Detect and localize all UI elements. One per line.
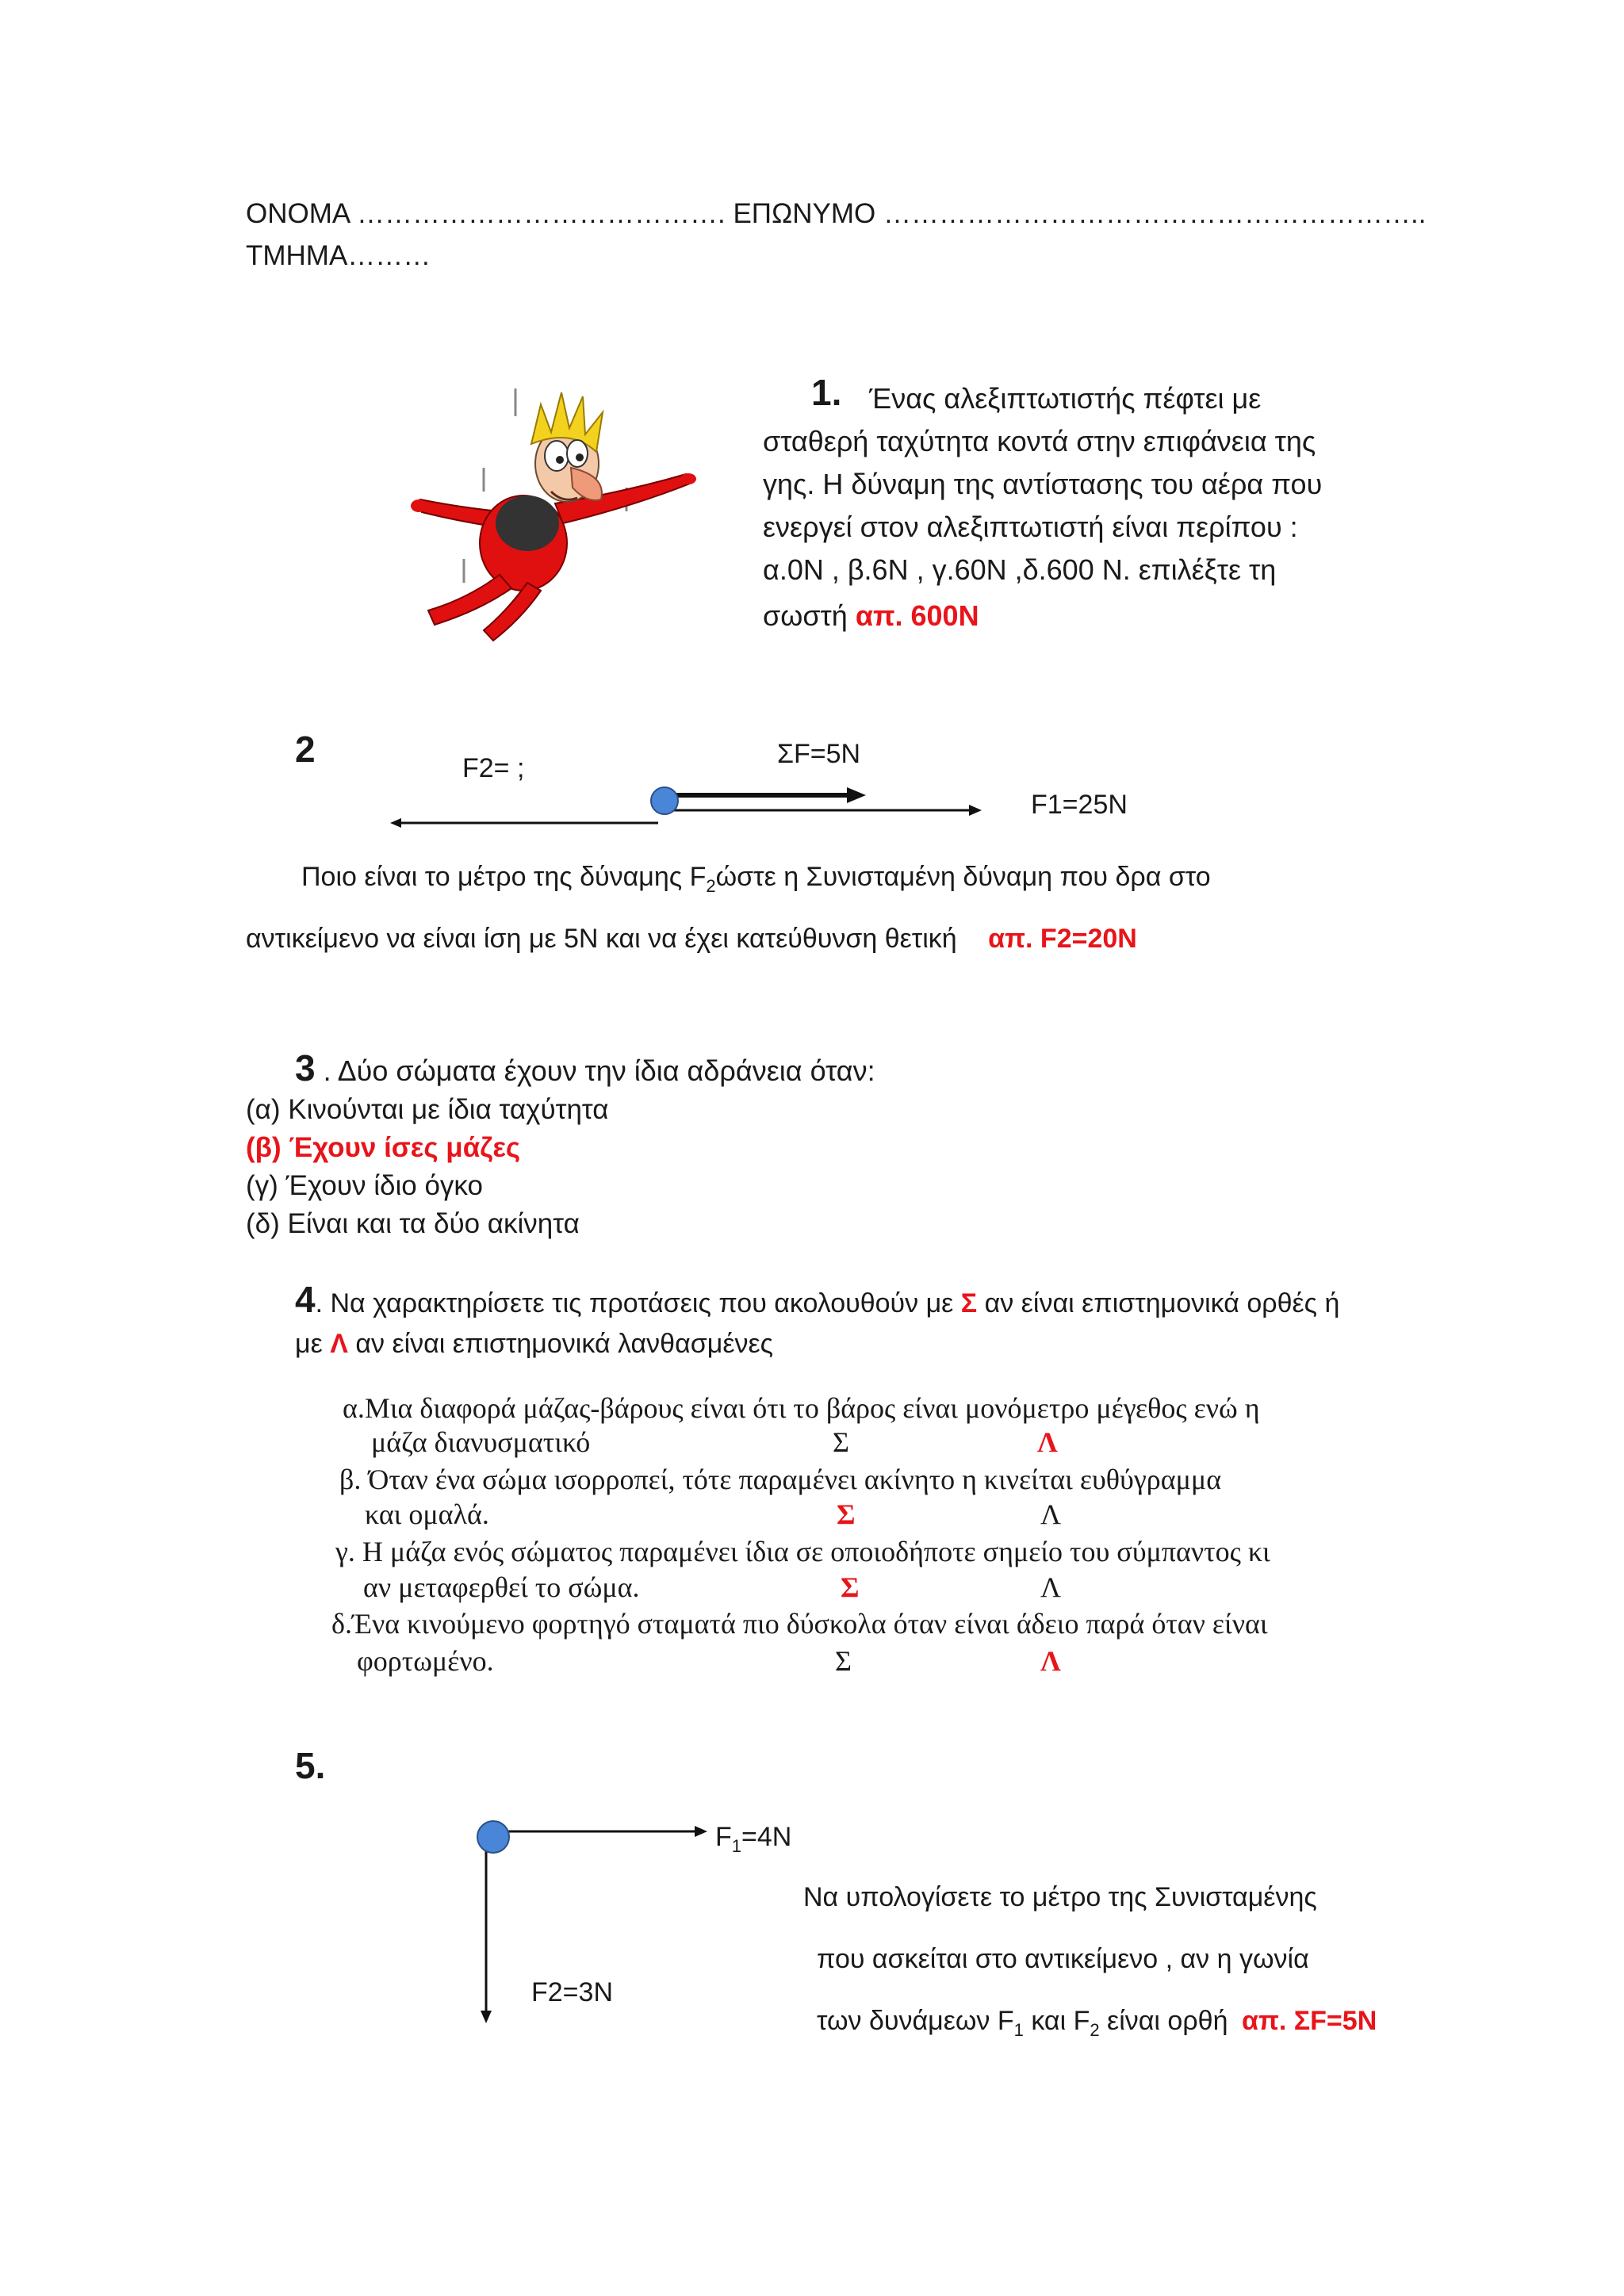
q1-correct-prefix: σωστή [763, 599, 848, 632]
q2-f2-label: F2= ; [462, 753, 525, 783]
q4-item-c-l: Λ [1040, 1571, 1062, 1603]
q4-item-b-line1: β. Όταν ένα σώμα ισορροπεί, τότε παραμένει ακίνητο η κινείται ευθύγραμμα [339, 1464, 1222, 1495]
q3-question-text: . Δύο σώματα έχουν την ίδια αδράνεια όταν: [315, 1054, 875, 1087]
q4-item-a-line1: α.Μια διαφορά μάζας-βάρους είναι ότι το βάρος είναι μονόμετρο μέγεθος ενώ η [343, 1392, 1260, 1424]
q1-answer: απ. 600Ν [855, 599, 979, 632]
q4-item-b-line2: και ομαλά. [365, 1498, 489, 1530]
q1-text-line3: γης. Η δύναμη της αντίστασης του αέρα που [763, 468, 1323, 500]
q5-line3-sub2: 2 [1090, 2019, 1100, 2040]
q2-answer: απ. F2=20N [988, 924, 1137, 954]
q5-line3-b: και F [1023, 2006, 1090, 2036]
q5-line3-sub1: 1 [1013, 2019, 1024, 2040]
q5-f1-label-sub: 1 [731, 1835, 742, 1856]
q5-text-line2: που ασκείται στο αντικείμενο , αν η γωνία [817, 1944, 1309, 1974]
q3-number: 3 [295, 1047, 316, 1089]
q4-true-mark: Σ [960, 1288, 978, 1318]
q4-intro-d: αν είναι επιστημονικά λανθασμένες [347, 1329, 774, 1359]
q4-false-mark: Λ [330, 1329, 348, 1359]
q4-item-a-l-answer: Λ [1037, 1426, 1058, 1458]
q1-number: 1. [811, 372, 842, 413]
q5-object [477, 1821, 509, 1853]
q4-item-a-s: Σ [833, 1426, 849, 1458]
q2-f1-label: F1=25N [1031, 790, 1128, 820]
q5-f1-label [715, 1822, 791, 1857]
q4-intro-a: . Να χαρακτηρίσετε τις προτάσεις που ακολουθούν με [315, 1288, 961, 1318]
q5-answer: απ. ΣF=5N [1241, 2006, 1377, 2036]
q3-option-c: (γ) Έχουν ίδιο όγκο [246, 1170, 483, 1201]
q4-item-c-line2: αν μεταφερθεί το σώμα. [363, 1571, 640, 1603]
q5-f1-label-a: F [715, 1822, 732, 1852]
q4-item-b-s-answer: Σ [837, 1498, 856, 1530]
q5-text-line1: Να υπολογίσετε το μέτρο της Συνισταμένης [803, 1882, 1317, 1912]
q5-f1-label-b: =4N [741, 1822, 792, 1852]
q1-text-line1: Ένας αλεξιπτωτιστής πέφτει με [869, 382, 1262, 415]
q2-text2: αντικείμενο να είναι ίση με 5Ν και να έχει κατεύθυνση θετική [246, 924, 957, 954]
q5-text-line3 [817, 2006, 1377, 2041]
q4-item-a-line2: μάζα διανυσματικό [371, 1426, 591, 1458]
q4-item-d-line2: φορτωμένο. [357, 1645, 494, 1677]
q4-intro-b: αν είναι επιστημονικά ορθές ή [977, 1288, 1340, 1318]
q4-item-d-l-answer: Λ [1040, 1645, 1061, 1677]
q5-number: 5. [295, 1745, 326, 1786]
q4-item-d-line1: δ.Ένα κινούμενο φορτηγό σταματά πιο δύσκολα όταν είναι άδειο παρά όταν είναι [331, 1608, 1268, 1640]
q4-item-c-s-answer: Σ [841, 1571, 860, 1603]
q1-text-line5: α.0Ν , β.6Ν , γ.60Ν ,δ.600 Ν. επιλέξτε τη [763, 553, 1277, 586]
q5-f2-label: F2=3N [531, 1977, 613, 2007]
q5-line3-c: είναι ορθή [1099, 2006, 1228, 2036]
q2-sum-label: ΣF=5N [777, 739, 861, 769]
q3-option-d: (δ) Είναι και τα δύο ακίνητα [246, 1208, 580, 1239]
q1-text-line2: σταθερή ταχύτητα κοντά στην επιφάνεια της [763, 425, 1316, 457]
q2-number: 2 [295, 729, 316, 770]
q5-line3-a: των δυνάμεων F [817, 2006, 1014, 2036]
q3-option-b-correct: (β) Έχουν ίσες μάζες [246, 1132, 521, 1163]
q4-number: 4 [295, 1279, 316, 1320]
q3-option-a: (α) Κινούνται με ίδια ταχύτητα [246, 1094, 609, 1125]
q4-item-c-line1: γ. Η μάζα ενός σώματος παραμένει ίδια σε οποιοδήποτε σημείο του σύμπαντος κι [335, 1536, 1270, 1567]
q4-item-b-l: Λ [1040, 1498, 1062, 1530]
class-line: ΤΜΗΜΑ……… [246, 240, 431, 271]
q4-item-d-s: Σ [835, 1645, 852, 1677]
q2-text1-sub: 2 [706, 875, 716, 896]
q4-intro-c: με [295, 1329, 331, 1359]
q2-text1-b: ώστε η Συνισταμένη δύναμη που δρα στο [715, 862, 1211, 892]
q1-text-line4: ενεργεί στον αλεξιπτωτιστή είναι περίπου : [763, 511, 1298, 543]
q2-text1-a: Ποιο είναι το μέτρο της δύναμης F [301, 862, 707, 892]
name-surname-line: ΟΝΟΜΑ …………………………………. ΕΠΩΝΥΜΟ ………………………………………………….. [246, 198, 1427, 229]
